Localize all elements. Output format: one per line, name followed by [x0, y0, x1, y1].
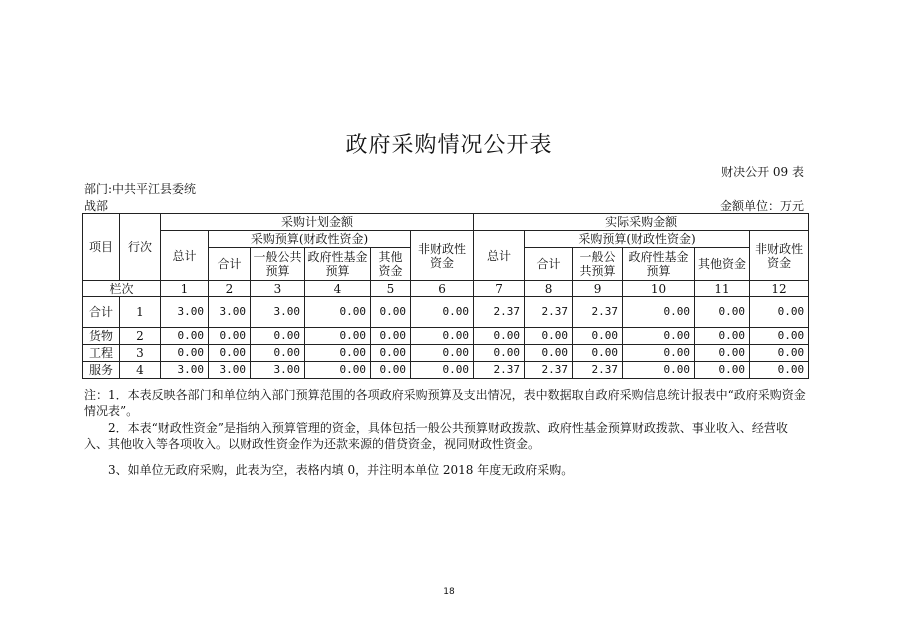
row-name: 服务: [83, 362, 120, 379]
lanci-col: 10: [623, 281, 695, 297]
row-no: 2: [120, 328, 161, 345]
cell: 0.00: [525, 328, 573, 345]
header-actual-subtotal: 合计: [525, 248, 573, 281]
header-plan-nonfiscal: 非财政性资金: [411, 231, 474, 281]
cell: 0.00: [695, 297, 750, 328]
header-actual-other: 其他资金: [695, 248, 750, 281]
cell: 0.00: [411, 362, 474, 379]
department-line-2: 战部: [84, 199, 109, 213]
table-row: [83, 328, 809, 345]
lanci-label: 栏次: [83, 281, 161, 297]
cell: 0.00: [371, 297, 411, 328]
header-plan-group: 采购计划金额: [161, 214, 474, 231]
header-actual-general: 一般公共预算: [573, 248, 623, 281]
cell: 0.00: [695, 345, 750, 362]
lanci-col: 8: [525, 281, 573, 297]
cell: 0.00: [305, 362, 371, 379]
cell: 0.00: [209, 345, 251, 362]
header-actual-total: 总计: [474, 231, 525, 281]
cell: 3.00: [161, 362, 209, 379]
cell: 0.00: [750, 345, 809, 362]
header-plan-other: 其他资金: [371, 248, 411, 281]
lanci-col: 5: [371, 281, 411, 297]
cell: 3.00: [209, 362, 251, 379]
cell: 0.00: [411, 297, 474, 328]
table-row-total: [83, 297, 809, 328]
header-row-no: 行次: [120, 214, 161, 281]
cell: 3.00: [161, 297, 209, 328]
note-1: 注：1．本表反映各部门和单位纳入部门预算范围的各项政府采购预算及支出情况，表中数据取自政府采购信息统计报表中“政府采购资金情况表”。: [84, 388, 806, 418]
cell: 0.00: [474, 328, 525, 345]
table-row: [83, 362, 809, 379]
cell: 0.00: [623, 297, 695, 328]
cell: 0.00: [209, 328, 251, 345]
form-number: 财决公开 09 表: [721, 165, 804, 179]
lanci-col: 12: [750, 281, 809, 297]
cell: 2.37: [573, 297, 623, 328]
lanci-col: 11: [695, 281, 750, 297]
header-actual-nonfiscal: 非财政性资金: [750, 231, 809, 281]
row-no: 4: [120, 362, 161, 379]
lanci-col: 2: [209, 281, 251, 297]
lanci-col: 3: [251, 281, 305, 297]
header-actual-group: 实际采购金额: [474, 214, 809, 231]
cell: 3.00: [251, 362, 305, 379]
lanci-col: 7: [474, 281, 525, 297]
note-2: 2．本表“财政性资金”是指纳入预算管理的资金，具体包括一般公共预算财政拨款、政府性基金预算财政拨款、事业收入、经营收入、其他收入等各项收入。以财政性资金作为还款来源的借贷资金，视同财政性资金。: [84, 421, 788, 451]
cell: 0.00: [161, 328, 209, 345]
lanci-col: 9: [573, 281, 623, 297]
cell: 2.37: [525, 362, 573, 379]
header-plan-budget: 采购预算(财政性资金): [209, 231, 411, 248]
cell: 0.00: [623, 345, 695, 362]
cell: 0.00: [525, 345, 573, 362]
header-plan-total: 总计: [161, 231, 209, 281]
cell: 0.00: [695, 362, 750, 379]
header-plan-fund: 政府性基金预算: [305, 248, 371, 281]
cell: 0.00: [750, 362, 809, 379]
cell: 0.00: [161, 345, 209, 362]
row-name: 工程: [83, 345, 120, 362]
header-actual-budget: 采购预算(财政性资金): [525, 231, 750, 248]
procurement-table: [82, 213, 809, 379]
cell: 0.00: [695, 328, 750, 345]
row-no: 3: [120, 345, 161, 362]
cell: 0.00: [411, 328, 474, 345]
cell: 0.00: [573, 328, 623, 345]
header-plan-subtotal: 合计: [209, 248, 251, 281]
cell: 0.00: [573, 345, 623, 362]
cell: 0.00: [305, 345, 371, 362]
amount-unit: 金额单位：万元: [719, 199, 804, 213]
cell: 0.00: [474, 345, 525, 362]
cell: 0.00: [371, 362, 411, 379]
cell: 0.00: [251, 328, 305, 345]
cell: 0.00: [251, 345, 305, 362]
lanci-col: 6: [411, 281, 474, 297]
cell: 3.00: [251, 297, 305, 328]
cell: 2.37: [474, 297, 525, 328]
cell: 0.00: [750, 297, 809, 328]
row-name: 合计: [83, 297, 120, 328]
lanci-col: 4: [305, 281, 371, 297]
header-plan-general: 一般公共预算: [251, 248, 305, 281]
cell: 0.00: [305, 328, 371, 345]
cell: 0.00: [305, 297, 371, 328]
cell: 3.00: [209, 297, 251, 328]
note-3: 3、如单位无政府采购，此表为空，表格内填 0，并注明本单位 2018 年度无政府采购。: [108, 463, 574, 477]
header-item: 项目: [83, 214, 120, 281]
cell: 0.00: [750, 328, 809, 345]
cell: 0.00: [371, 328, 411, 345]
cell: 0.00: [623, 362, 695, 379]
cell: 0.00: [623, 328, 695, 345]
row-no: 1: [120, 297, 161, 328]
header-actual-fund: 政府性基金预算: [623, 248, 695, 281]
lanci-col: 1: [161, 281, 209, 297]
page-title: 政府采购情况公开表: [345, 133, 553, 158]
table-row: [83, 345, 809, 362]
cell: 0.00: [371, 345, 411, 362]
row-name: 货物: [83, 328, 120, 345]
cell: 2.37: [573, 362, 623, 379]
department-line-1: 部门:中共平江县委统: [84, 182, 197, 196]
cell: 2.37: [525, 297, 573, 328]
cell: 2.37: [474, 362, 525, 379]
cell: 0.00: [411, 345, 474, 362]
page-number: 18: [443, 587, 455, 597]
